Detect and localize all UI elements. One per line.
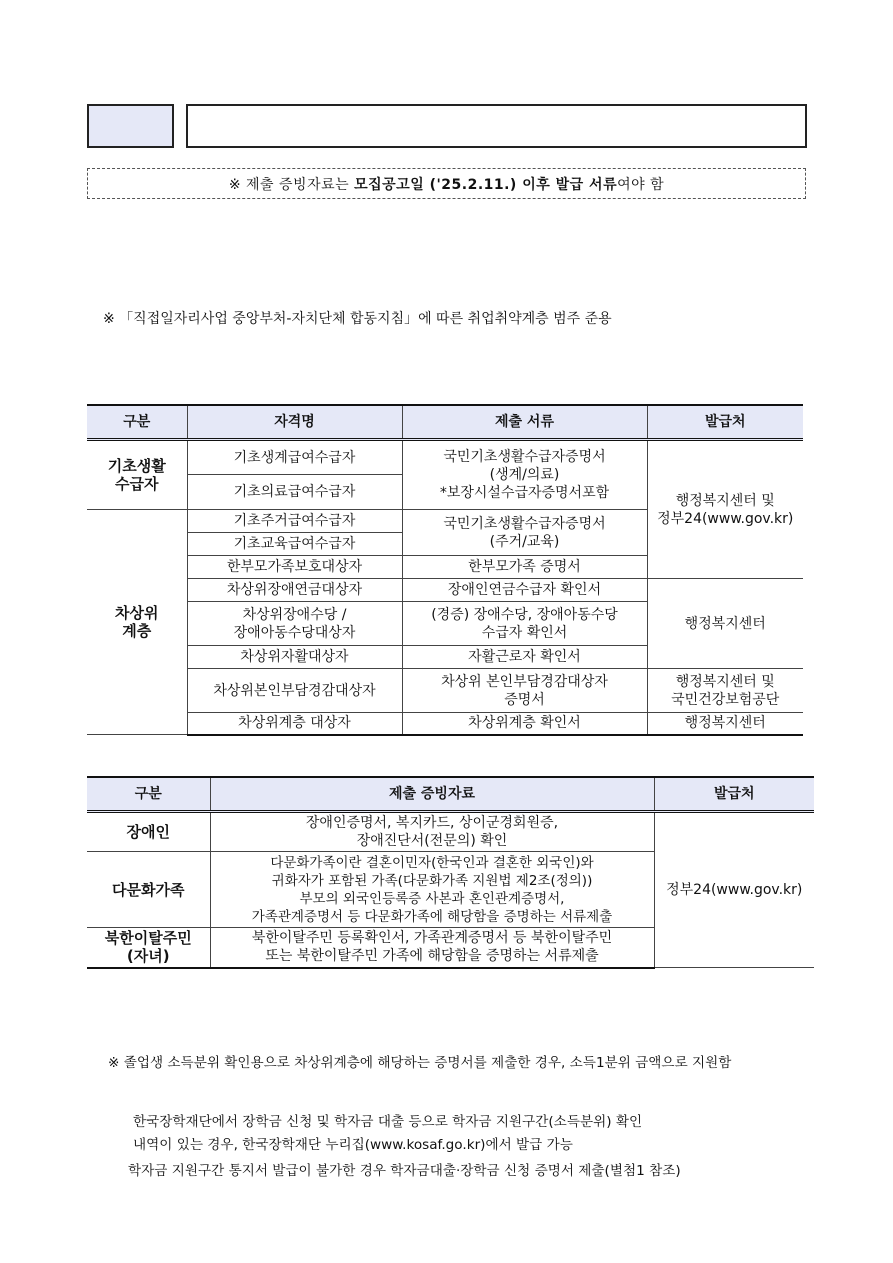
document-cell: 차상위계층 확인서 [402, 713, 647, 735]
document-cell: 장애인연금수급자 확인서 [402, 579, 647, 602]
table-row [87, 440, 803, 475]
footer-line-2: 내역이 있는 경우, 한국장학재단 누리집(www.kosaf.go.kr)에서 발급 가능 [133, 1137, 573, 1153]
notice-box [87, 168, 806, 199]
evidence-cell: 북한이탈주민 등록확인서, 가족관계증명서 등 북한이탈주민 또는 북한이탈주민 가족에 해당함을 증명하는 서류제출 [210, 928, 654, 968]
table-header-row [87, 405, 803, 440]
qualification-cell: 기초주거급여수급자 [187, 510, 402, 533]
category-cell: 북한이탈주민 (자녀) [87, 928, 210, 968]
footer-note: ※ 졸업생 소득분위 확인용으로 차상위계층에 해당하는 증명서를 제출한 경우, 소득1분위 금액으로 지원함 [108, 1055, 732, 1071]
eligibility-table [87, 404, 803, 736]
qualification-cell: 차상위본인부담경감대상자 [187, 669, 402, 713]
document-cell: (경증) 장애수당, 장애아동수당 수급자 확인서 [402, 602, 647, 646]
notice-suffix: 여야 함 [617, 176, 665, 193]
table-row [87, 812, 814, 852]
qualification-cell: 기초생계급여수급자 [187, 440, 402, 475]
category-cell: 차상위 계층 [87, 510, 187, 735]
guideline-note: ※ 「직접일자리사업 중앙부처-자치단체 합동지침」에 따른 취업취약계층 범주 준용 [103, 311, 612, 327]
header-cell: 자격명 [187, 405, 402, 440]
category-cell: 기초생활 수급자 [87, 440, 187, 510]
header-cell: 발급처 [647, 405, 803, 440]
issuer-cell: 행정복지센터 [647, 579, 803, 669]
qualification-cell: 차상위자활대상자 [187, 646, 402, 669]
table-row [87, 713, 803, 735]
footer-line-1: 한국장학재단에서 장학금 신청 및 학자금 대출 등으로 학자금 지원구간(소득분위) 확인 [133, 1114, 643, 1130]
category-cell: 장애인 [87, 812, 210, 852]
header-cell: 발급처 [654, 777, 814, 812]
qualification-cell: 차상위장애수당 / 장애아동수당대상자 [187, 602, 402, 646]
section-number-box [87, 104, 174, 148]
header-cell: 제출 증빙자료 [210, 777, 654, 812]
evidence-cell: 장애인증명서, 복지카드, 상이군경회원증, 장애진단서(전문의) 확인 [210, 812, 654, 852]
qualification-cell: 한부모가족보호대상자 [187, 556, 402, 579]
issuer-cell: 정부24(www.gov.kr) [654, 812, 814, 968]
qualification-cell: 차상위계층 대상자 [187, 713, 402, 735]
issuer-cell: 행정복지센터 및 정부24(www.gov.kr) [647, 440, 803, 579]
header-cell: 제출 서류 [402, 405, 647, 440]
section-title-box [186, 104, 807, 148]
qualification-cell: 차상위장애연금대상자 [187, 579, 402, 602]
issuer-cell: 행정복지센터 [647, 713, 803, 735]
header-cell: 구분 [87, 405, 187, 440]
document-cell: 국민기초생활수급자증명서 (주거/교육) [402, 510, 647, 556]
document-cell: 차상위 본인부담경감대상자 증명서 [402, 669, 647, 713]
table-header-row [87, 777, 814, 812]
notice-bold: 모집공고일 ('25.2.11.) 이후 발급 서류 [354, 176, 618, 193]
table-row [87, 579, 803, 602]
vulnerable-group-table [87, 776, 814, 969]
document-cell: 자활근로자 확인서 [402, 646, 647, 669]
issuer-cell: 행정복지센터 및 국민건강보험공단 [647, 669, 803, 713]
document-cell: 한부모가족 증명서 [402, 556, 647, 579]
document-cell: 국민기초생활수급자증명서 (생계/의료) *보장시설수급자증명서포함 [402, 440, 647, 510]
header-cell: 구분 [87, 777, 210, 812]
category-cell: 다문화가족 [87, 852, 210, 928]
evidence-cell: 다문화가족이란 결혼이민자(한국인과 결혼한 외국인)와 귀화자가 포함된 가족(다문화가족 지원법 제2조(정의)) 부모의 외국인등록증 사본과 혼인관계증명서, 가족관계증명서 등 다문화가족에 해당함을 증명하는 서류제출 [210, 852, 654, 928]
footer-line-3: 학자금 지원구간 통지서 발급이 불가한 경우 학자금대출·장학금 신청 증명서 제출(별첨1 참조) [128, 1163, 681, 1179]
qualification-cell: 기초교육급여수급자 [187, 533, 402, 556]
table-row [87, 669, 803, 713]
qualification-cell: 기초의료급여수급자 [187, 475, 402, 510]
notice-prefix: ※ 제출 증빙자료는 [228, 176, 355, 193]
